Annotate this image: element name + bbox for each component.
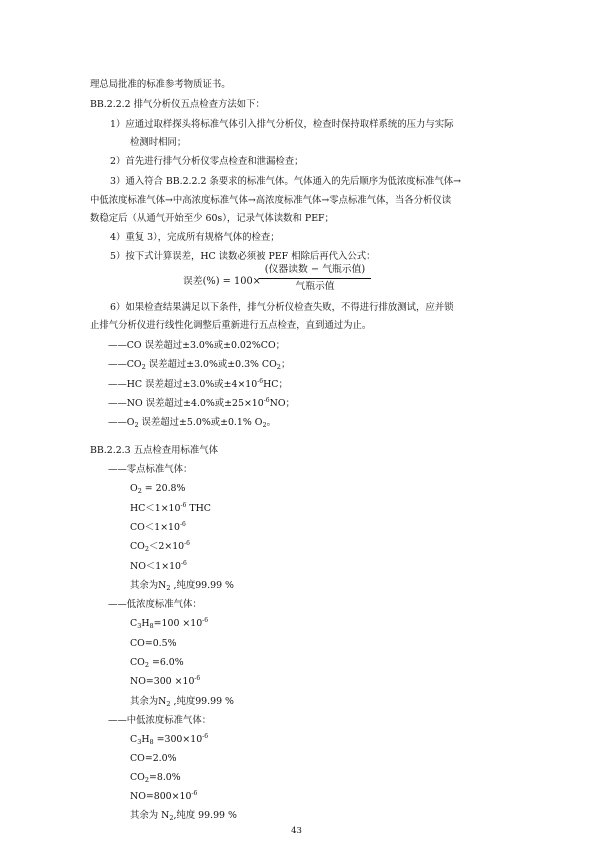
formula-denominator: 气瓶示值	[295, 281, 335, 292]
gas-spec-line: CO=0.5%	[130, 638, 177, 649]
gas-spec-line: $CO_2 =6.0\%$	[130, 657, 184, 669]
text-line: 2）首先进行排气分析仪零点检查和泄漏检查；	[110, 156, 304, 167]
gas-spec-line: 其余为$N_2$ ,纯度99.99 %	[130, 580, 234, 592]
section-heading-bb-2-2-3: BB.2.2.3 五点检查用标准气体	[90, 445, 218, 456]
gas-spec-line: $O_2 = 20.8\%$	[130, 483, 186, 495]
gas-spec-line: 其余为 $N_2$,纯度 99.99 %	[130, 810, 237, 822]
text-line: 止排气分析仪进行线性化调整后重新进行五点检查，直到通过为止。	[90, 320, 372, 331]
text-line: 检测时相同；	[130, 137, 187, 148]
gas-group-title-mid-low: ——中低浓度标准气体：	[108, 715, 212, 726]
gas-spec-line: $C_3H_8=100 \times 10^{-6}$	[130, 617, 209, 630]
fraction-bar	[259, 278, 371, 279]
gas-group-title-low: ——低浓度标准气体：	[108, 599, 202, 610]
section-heading-bb-2-2-2: BB.2.2.2 排气分析仪五点检查方法如下：	[90, 99, 265, 110]
gas-spec-line: $CO_2=8.0\%$	[130, 772, 181, 784]
page-number: 43	[291, 826, 302, 836]
text-line: 数稳定后（从通气开始至少 60s），记录气体读数和 PEF；	[90, 213, 334, 224]
formula-fraction	[259, 263, 371, 294]
gas-spec-line: $CO<1\times 10^{-6}$	[130, 521, 186, 533]
gas-group-title-zero: ——零点标准气体：	[108, 464, 193, 475]
text-line: 3）通入符合 BB.2.2.2 条要求的标准气体。气体通入的先后顺序为低浓度标准气体→	[110, 176, 462, 187]
text-line: 6）如果检查结果满足以下条件，排气分析仪检查失败，不得进行排放测试，应并锁	[110, 302, 454, 313]
gas-spec-line: $NO=800\times 10^{-6}$	[130, 790, 198, 802]
gas-spec-line: $HC<1\times 10^{-6}$ THC	[130, 502, 211, 514]
criterion-no: ——NO 误差超过±4.0%或$\pm 25\times 10^{-6}NO$；	[108, 397, 295, 409]
formula-lhs: 误差(%) = 100×	[183, 276, 261, 287]
formula-numerator: (仪器读数 − 气瓶示值)	[264, 264, 366, 275]
criterion-co: ——CO 误差超过±3.0%或±0.02%CO；	[108, 340, 286, 351]
text-line: 1）应通过取样探头将标准气体引入排气分析仪，检查时保持取样系统的压力与实际	[110, 119, 454, 130]
text-line: 中低浓度标准气体→中高浓度标准气体→高浓度标准气体→零点标准气体，当各分析仪读	[90, 195, 452, 206]
criterion-co2: $——CO_2$ 误差超过±3.0%或±0.3% $CO_2$；	[108, 359, 291, 371]
gas-spec-line: $NO=300 \times 10^{-6}$	[130, 675, 201, 687]
text-line: 5）按下式计算误差，HC 读数必须被 PEF 相除后再代入公式：	[110, 251, 376, 262]
gas-spec-line: $C_3H_8 =300\times 10^{-6}$	[130, 733, 209, 746]
criterion-o2: $——O_2$ 误差超过±5.0%或±0.1% $O_2$。	[108, 417, 276, 429]
gas-spec-line: $CO_2<2\times 10^{-6}$	[130, 540, 190, 553]
text-line: 理总局批准的标准参考物质证书。	[90, 79, 231, 90]
gas-spec-line: CO=2.0%	[130, 753, 177, 764]
criterion-hc: ——HC 误差超过±3.0%或$\pm 4\times 10^{-6}HC$；	[108, 378, 288, 390]
gas-spec-line: $NO<1\times 10^{-6}$	[130, 560, 187, 572]
gas-spec-line: 其余为$N_2$ ,纯度99.99 %	[130, 696, 234, 708]
text-line: 4）重复 3），完成所有规格气体的检查；	[110, 232, 280, 243]
